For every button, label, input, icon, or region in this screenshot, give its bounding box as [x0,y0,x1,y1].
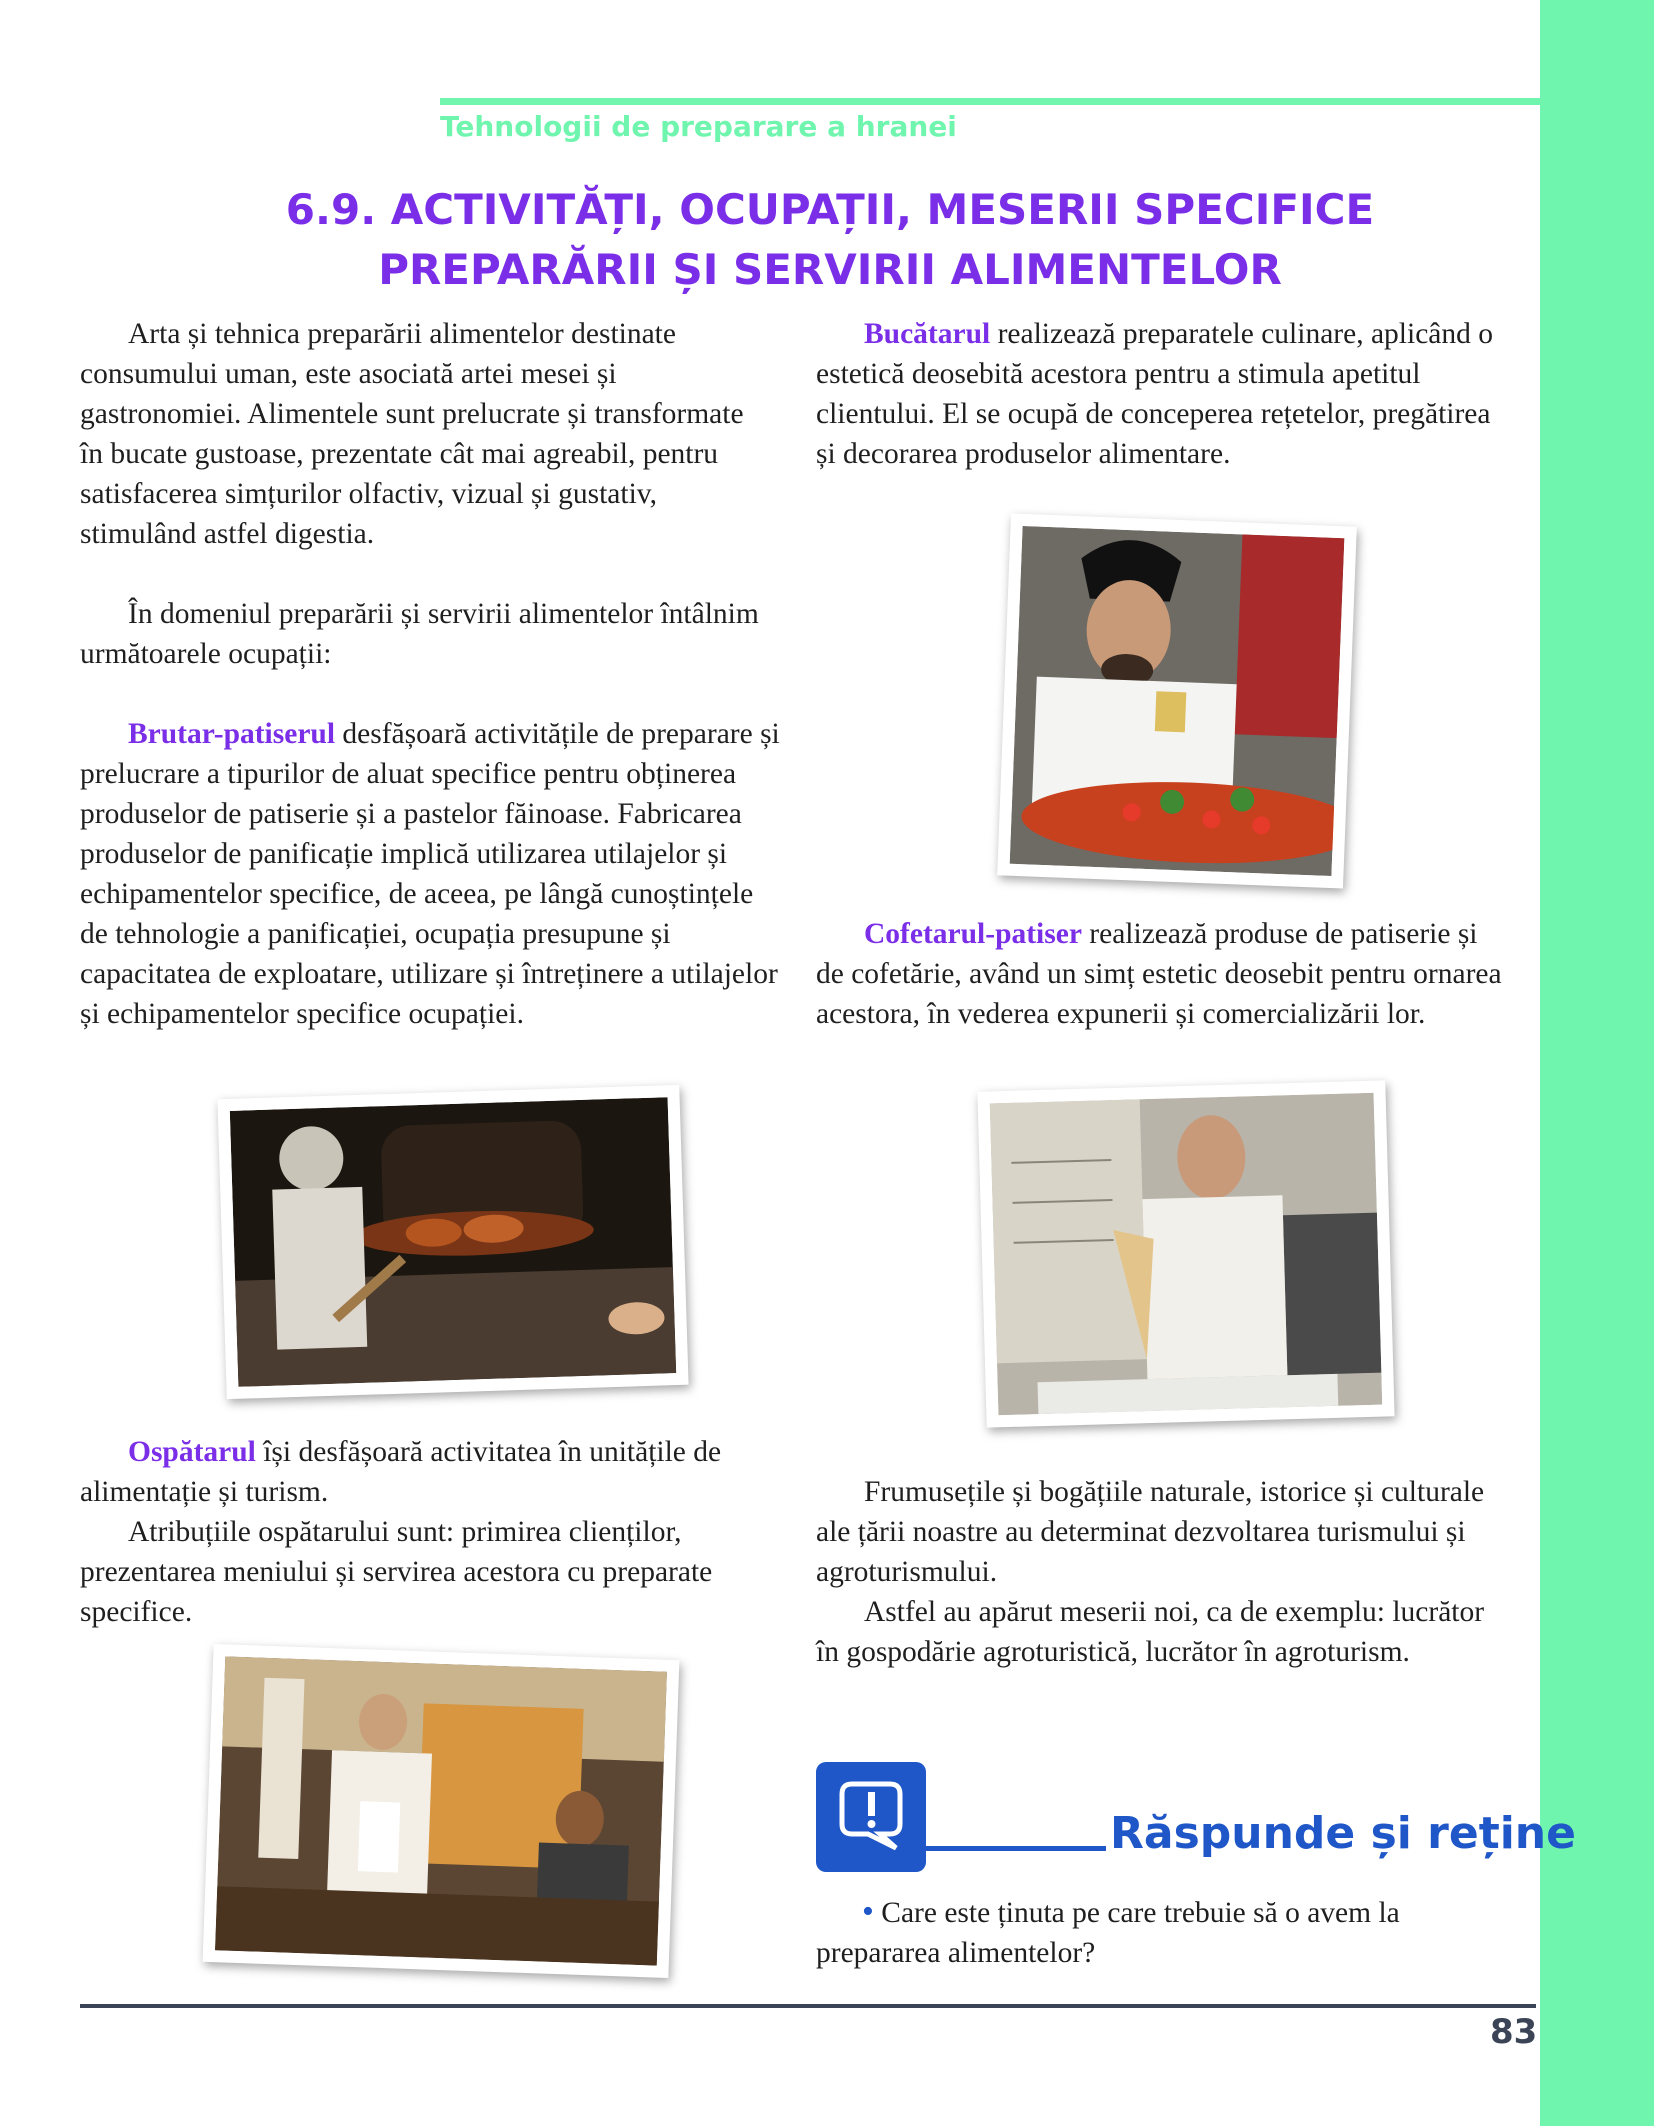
footer-rule [80,2004,1536,2008]
question-paragraph [816,1892,1516,1973]
ospatar-term: Ospătarul [128,1436,256,1468]
brutar-term: Brutar-patiserul [128,718,336,750]
domain-paragraph [80,594,770,674]
bullet-point: • [862,1893,874,1930]
question-box-title: Răspunde și reține [1110,1808,1576,1859]
pastry-chef-photo [977,1080,1394,1427]
header-rule [440,98,1540,105]
question-title-rule [926,1846,1106,1851]
ospatar-duties-text: Atribuțiile ospătarului sunt: primirea clienților, prezentarea meniului și servirea acestora cu preparate specifice. [80,1516,713,1628]
waiter-photo [203,1644,680,1978]
running-head: Tehnologii de preparare a hranei [440,110,957,143]
tourism-text: Frumusețile și bogățiile naturale, istorice și culturale ale țării noastre au determinat dezvoltarea turismului și agroturismului. [816,1476,1485,1588]
exclamation-speech-bubble-icon [816,1762,926,1872]
new-jobs-paragraph [816,1592,1506,1672]
domain-text: În domeniul preparării și servirii alimentelor întâlnim următoarele ocupații: [80,598,759,670]
bucatar-text: realizează preparatele culinare, aplicând o estetică deosebită acestora pentru a stimula apetitul clientului. El se ocupă de conceperea rețetelor, pregătirea și decorarea produselor alimentare. [816,318,1493,470]
chef-photo [997,513,1357,888]
bucatar-term: Bucătarul [864,318,991,350]
baker-photo [217,1085,688,1399]
question-text: Care este ținuta pe care trebuie să o avem la prepararea alimentelor? [816,1897,1400,1969]
intro-paragraph [80,314,770,554]
intro-text: Arta și tehnica preparării alimentelor destinate consumului uman, este asociată artei mesei și gastronomiei. Alimentele sunt prelucrate și transformate în bucate gustoase, prezentate cât mai agreabil, pentru satisfacerea simțurilor olfactiv, vizual și gustativ, stimulând astfel digestia. [80,318,744,550]
bucatar-paragraph [816,314,1506,474]
page-number: 83 [1490,2012,1538,2052]
new-jobs-text: Astfel au apărut meserii noi, ca de exemplu: lucrător în gospodărie agroturistică, lucrător în agroturism. [816,1596,1485,1668]
title-line-2: PREPARĂRII ȘI SERVIRII ALIMENTELOR [378,245,1282,294]
tourism-paragraph [816,1472,1516,1592]
brutar-text: desfășoară activitățile de preparare și prelucrare a tipurilor de aluat specifice pentru obținerea produselor de patiserie și a pastelor făinoase. Fabricarea produselor de panificație implică utilizarea utilajelor și echipamentelor specifice, de aceea, pe lângă cunoștințele de tehnologie a panificației, ocupația presupune și capacitatea de exploatare, utilizare și întreținere a utilajelor și echipamentelor specifice ocupației. [80,718,780,1030]
ospatar-duties-paragraph [80,1512,770,1632]
cofetar-term: Cofetarul-patiser [864,918,1082,950]
page-title [150,180,1510,300]
cofetar-paragraph [816,914,1506,1034]
cofetar-text: realizează produse de patiserie și de cofetărie, având un simț estetic deosebit pentru ornarea acestora, în vederea expunerii și comercializării lor. [816,918,1502,1030]
brutar-paragraph [80,714,780,1034]
ospatar-paragraph [80,1432,770,1512]
ospatar-text: își desfășoară activitatea în unitățile de alimentație și turism. [80,1436,722,1508]
title-line-1: 6.9. ACTIVITĂȚI, OCUPAȚII, MESERII SPECIFICE [285,185,1375,234]
